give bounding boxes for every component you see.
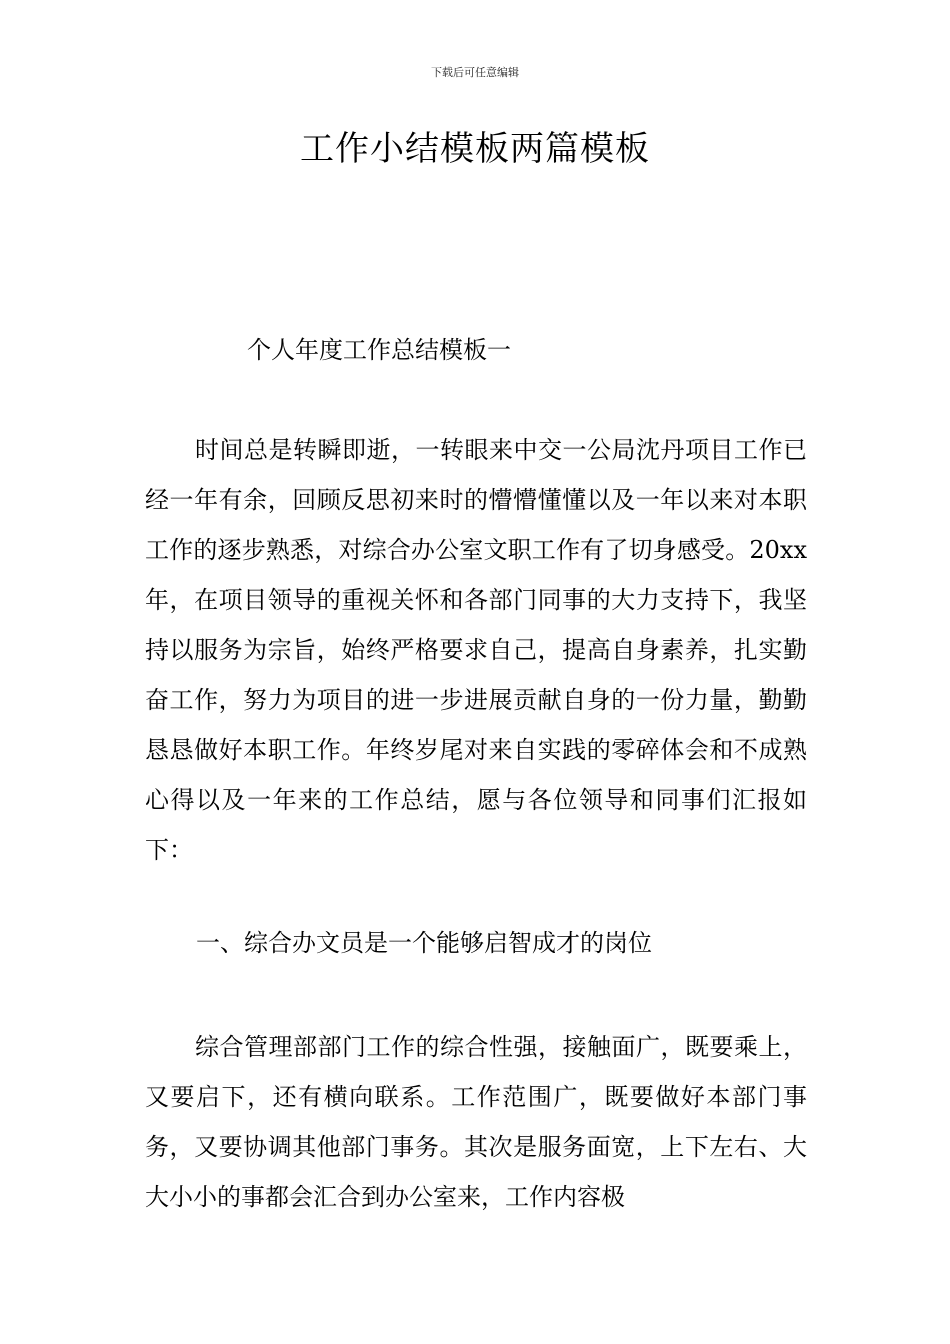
- page-header-note: 下载后可任意编辑: [431, 66, 519, 79]
- body-paragraph: 时间总是转瞬即逝，一转眼来中交一公局沈丹项目工作已经一年有余，回顾反思初来时的懵懵懂懂以及一年以来对本职工作的逐步熟悉，对综合办公室文职工作有了切身感受。20xx年，在项目领导的重视关怀和各部门同事的大力支持下，我坚持以服务为宗旨，始终严格要求自己，提高自身素养，扎实勤奋工作，努力为项目的进一步进展贡献自身的一份力量，勤勤恳恳做好本职工作。年终岁尾对来自实践的零碎体会和不成熟心得以及一年来的工作总结，愿与各位领导和同事们汇报如下：: [145, 436, 807, 864]
- document-subtitle: 个人年度工作总结模板一: [247, 336, 511, 364]
- document-title: 工作小结模板两篇模板: [300, 129, 650, 169]
- body-paragraph: 综合管理部部门工作的综合性强，接触面广，既要乘上，又要启下，还有横向联系。工作范围广，既要做好本部门事务，又要协调其他部门事务。其次是服务面宽，上下左右、大大小小的事都会汇合到办公室来，工作内容极: [145, 1033, 807, 1211]
- section-heading: 一、综合办文员是一个能够启智成才的岗位: [196, 929, 652, 957]
